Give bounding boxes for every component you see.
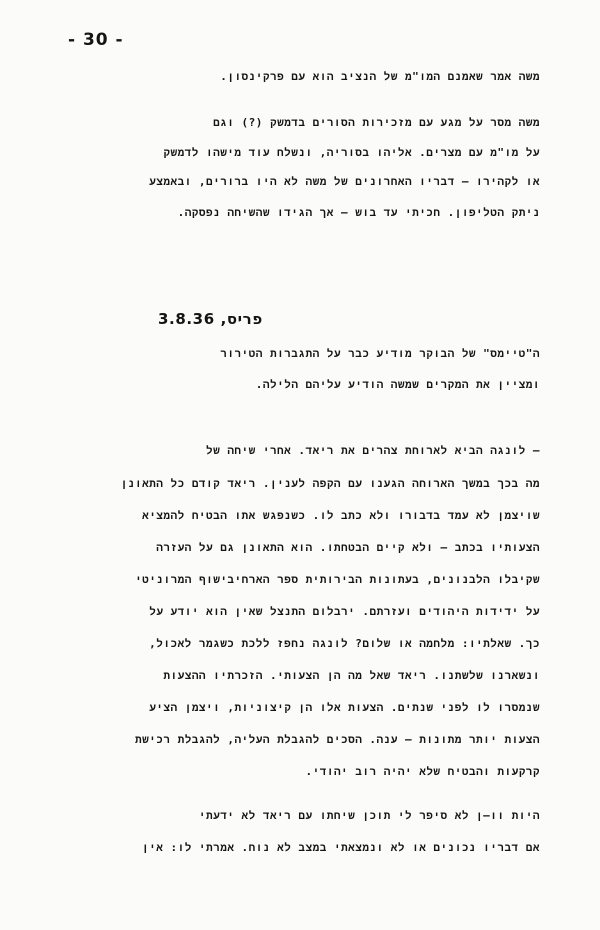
text-line: הצעותיו בכתב – ולא קיים הבטחתו. הוא התאונן גם על העזרה — [156, 541, 540, 554]
text-line: ומציין את המקרים שמשה הודיע עליהם הלילה. — [255, 378, 540, 391]
text-line: שנמסרו לו לפני שנתים. הצעות אלו הן קיצוניות, ויצמן הציע — [149, 701, 540, 714]
text-line: או לקהירו – דבריו האחרונים של משה לא היו ברורים, ובאמצע — [149, 175, 540, 188]
page-number: - 30 - — [68, 30, 124, 50]
text-line: ונשארנו שלשתנו. ריאד שאל מה הן הצעותי. הזכרתיו ההצעות — [163, 669, 540, 682]
text-line: ניתק הטליפון. חכיתי עד בוש – אך הגידו שהשיחה נפסקה. — [177, 206, 540, 219]
text-line: מה בכך במשך הארוחה הגענו עם הקפה לענין. ריאד קודם כל התאונן — [120, 477, 540, 490]
text-line: שקיבלו הלבנונים, בעתונות הבירותית ספר הארחיבישוף המרוניטי — [135, 573, 540, 586]
text-line: כך. שאלתיו: מלחמה או שלום? לונגה נחפז ללכת כשגמר לאכול, — [149, 637, 540, 650]
text-line: משה מסר על מגע עם מזכירות הסורים בדמשק (?) וגם — [213, 116, 540, 129]
text-line: שויצמן לא עמד בדבורו ולא כתב לו. כשנפגש אתו הבטיח להמציא — [142, 509, 540, 522]
text-line: ה"טיימס" של הבוקר מודיע כבר על התגברות הטירור — [220, 347, 540, 360]
text-line: קרקעות והבטיח שלא יהיה רוב יהודי. — [305, 765, 540, 778]
dateline-paris: פריס, 3.8.36 — [158, 310, 263, 328]
text-line: הצעות יותר מתונות – ענה. הסכים להגבלת העליה, להגבלת רכישת — [134, 733, 540, 746]
text-line: היות וו–ן לא סיפר לי תוכן שיחתו עם ריאד לא ידעתי — [198, 809, 540, 822]
text-line: על ידידות היהודים ועזרתם. ירבלום התנצל שאין הוא יודע על — [149, 605, 540, 618]
text-line: אם דבריו נכונים או לא ונמצאתי במצב לא נוח. אמרתי לו: אין — [142, 841, 540, 854]
text-line: על מו"מ עם מצרים. אליהו בסוריה, ונשלח עוד מישהו לדמשק — [163, 146, 540, 159]
text-line: – לונגה הביא לארוחת צהרים את ריאד. אחרי שיחה של — [206, 444, 540, 457]
text-line: משה אמר שאמנם המו"מ של הנציב הוא עם פרקינסון. — [220, 70, 540, 83]
